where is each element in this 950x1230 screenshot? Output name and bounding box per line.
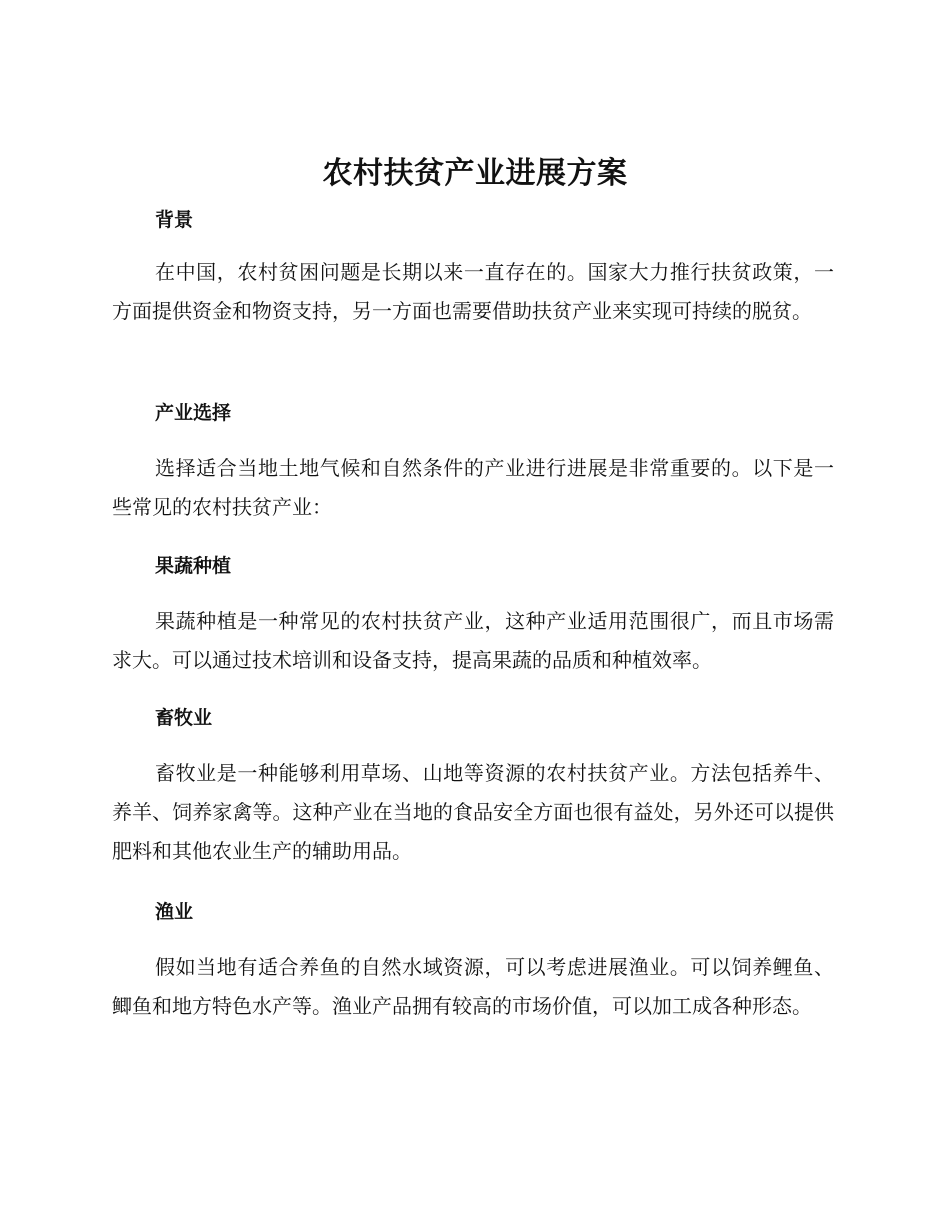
section-heading-fishery: 渔业 bbox=[155, 901, 194, 923]
section-text-fishery: 假如当地有适合养鱼的自然水域资源，可以考虑进展渔业。可以饲养鲤鱼、鲫鱼和地方特色水产等。渔业产品拥有较高的市场价值，可以加工成各种形态。 bbox=[112, 955, 834, 1018]
section-text-animal-husbandry: 畜牧业是一种能够利用草场、山地等资源的农村扶贫产业。方法包括养牛、养羊、饲养家禽等。这种产业在当地的食品安全方面也很有益处，另外还可以提供肥料和其他农业生产的辅助用品。 bbox=[112, 761, 834, 863]
section-text-background: 在中国，农村贫困问题是长期以来一直存在的。国家大力推行扶贫政策，一方面提供资金和物资支持，另一方面也需要借助扶贫产业来实现可持续的脱贫。 bbox=[112, 260, 834, 323]
section-heading-fruit-vegetable: 果蔬种植 bbox=[155, 555, 232, 577]
document-title: 农村扶贫产业进展方案 bbox=[322, 156, 628, 191]
section-heading-background: 背景 bbox=[155, 209, 194, 231]
section-heading-industry-selection: 产业选择 bbox=[155, 402, 232, 424]
section-heading-animal-husbandry: 畜牧业 bbox=[155, 707, 213, 729]
section-text-industry-selection: 选择适合当地土地气候和自然条件的产业进行进展是非常重要的。以下是一些常见的农村扶贫产业： bbox=[112, 456, 834, 519]
section-text-fruit-vegetable: 果蔬种植是一种常见的农村扶贫产业，这种产业适用范围很广，而且市场需求大。可以通过技术培训和设备支持，提高果蔬的品质和种植效率。 bbox=[112, 609, 834, 672]
